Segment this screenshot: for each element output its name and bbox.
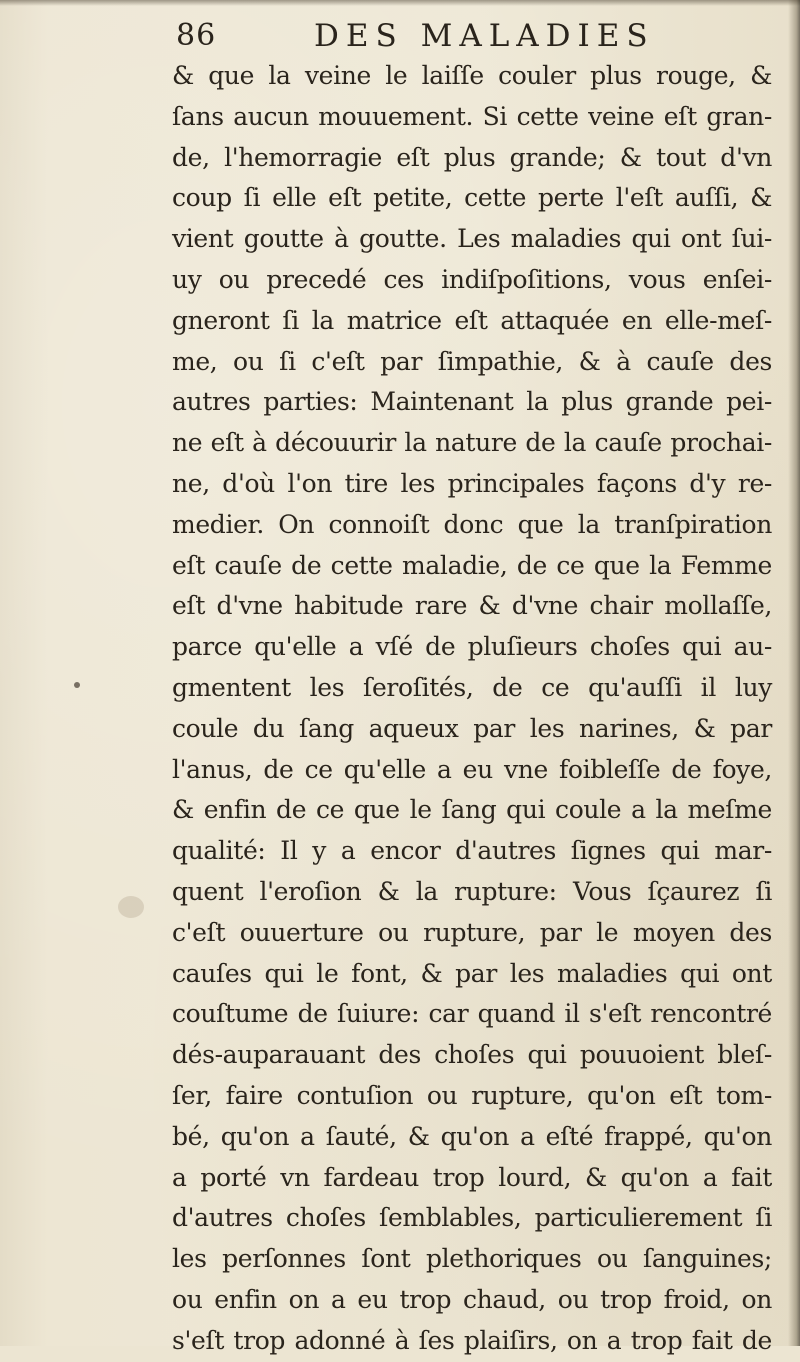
text-line: uy ou precedé ces indiſpoſitions, vous enſei-: [172, 264, 772, 294]
text-line: coup ſi elle eſt petite, cette perte l'eſt auſſi, &: [172, 183, 772, 213]
body-text: [172, 56, 772, 1362]
text-line: eſt d'vne habitude rare & d'vne chair mollaſſe,: [172, 591, 772, 621]
text-line: & que la veine le laiſſe couler plus rouge, &: [172, 61, 772, 90]
paper-stain: [74, 682, 80, 688]
text-line: ne eſt à découurir la nature de la cauſe prochai-: [172, 428, 772, 458]
text-line: autres parties: Maintenant la plus grande pei-: [172, 387, 772, 417]
text-line: couſtume de ſuiure: car quand il s'eſt rencontré: [172, 999, 772, 1029]
text-line: ou enfin on a eu trop chaud, ou trop froid, on: [172, 1284, 772, 1314]
text-line: cauſes qui le font, & par les maladies qui ont: [172, 958, 772, 988]
text-line: vient goutte à goutte. Les maladies qui ont ſui-: [172, 224, 772, 254]
text-line: d'autres choſes ſemblables, particulierement ſi: [172, 1203, 772, 1233]
text-line: de, l'hemorragie eſt plus grande; & tout d'vn: [172, 142, 772, 172]
text-line: c'eſt ouuerture ou rupture, par le moyen des: [172, 917, 772, 947]
text-line: ſans aucun mouuement. Si cette veine eſt gran-: [172, 101, 772, 131]
text-line: gmentent les ſeroſités, de ce qu'auſſi il luy: [172, 672, 772, 702]
text-line: gneront ſi la matrice eſt attaquée en elle-meſ-: [172, 305, 772, 335]
text-line: dés-auparauant des choſes qui pouuoient bleſ-: [172, 1040, 772, 1070]
text-line: quent l'eroſion & la rupture: Vous ſçaurez ſi: [172, 876, 772, 906]
text-line: bé, qu'on a ſauté, & qu'on a eſté frappé, qu'on: [172, 1121, 772, 1151]
page-number: 86: [176, 18, 217, 53]
paper-stain: [118, 896, 144, 918]
text-line: eſt cauſe de cette maladie, de ce que la Femme: [172, 550, 772, 580]
text-line: coule du ſang aqueux par les narines, & par: [172, 713, 772, 743]
text-line: s'eſt trop adonné à ſes plaiſirs, on a trop fait de: [172, 1325, 772, 1355]
text-line: a porté vn fardeau trop lourd, & qu'on a fait: [172, 1162, 772, 1192]
text-line: medier. On connoiſt donc que la tranſpiration: [172, 509, 772, 539]
text-line: l'anus, de ce qu'elle a eu vne foibleſſe de foye,: [172, 754, 772, 784]
page-edge-shadow: [788, 0, 800, 1346]
page-header: [172, 14, 772, 60]
text-line: ſer, faire contuſion ou rupture, qu'on eſt tom-: [172, 1080, 772, 1110]
text-line: me, ou ſi c'eſt par ſimpathie, & à cauſe des: [172, 346, 772, 376]
text-line: parce qu'elle a vſé de pluſieurs choſes qui au-: [172, 632, 772, 662]
running-title: DES MALADIES: [314, 18, 655, 54]
text-line: ne, d'où l'on tire les principales façons d'y re-: [172, 468, 772, 498]
text-line: les perſonnes ſont plethoriques ou ſanguines;: [172, 1244, 772, 1274]
text-line: & enfin de ce que le ſang qui coule a la meſme: [172, 795, 772, 825]
text-line: qualité: Il y a encor d'autres ſignes qui mar-: [172, 836, 772, 866]
page-top-shadow: [0, 0, 800, 6]
